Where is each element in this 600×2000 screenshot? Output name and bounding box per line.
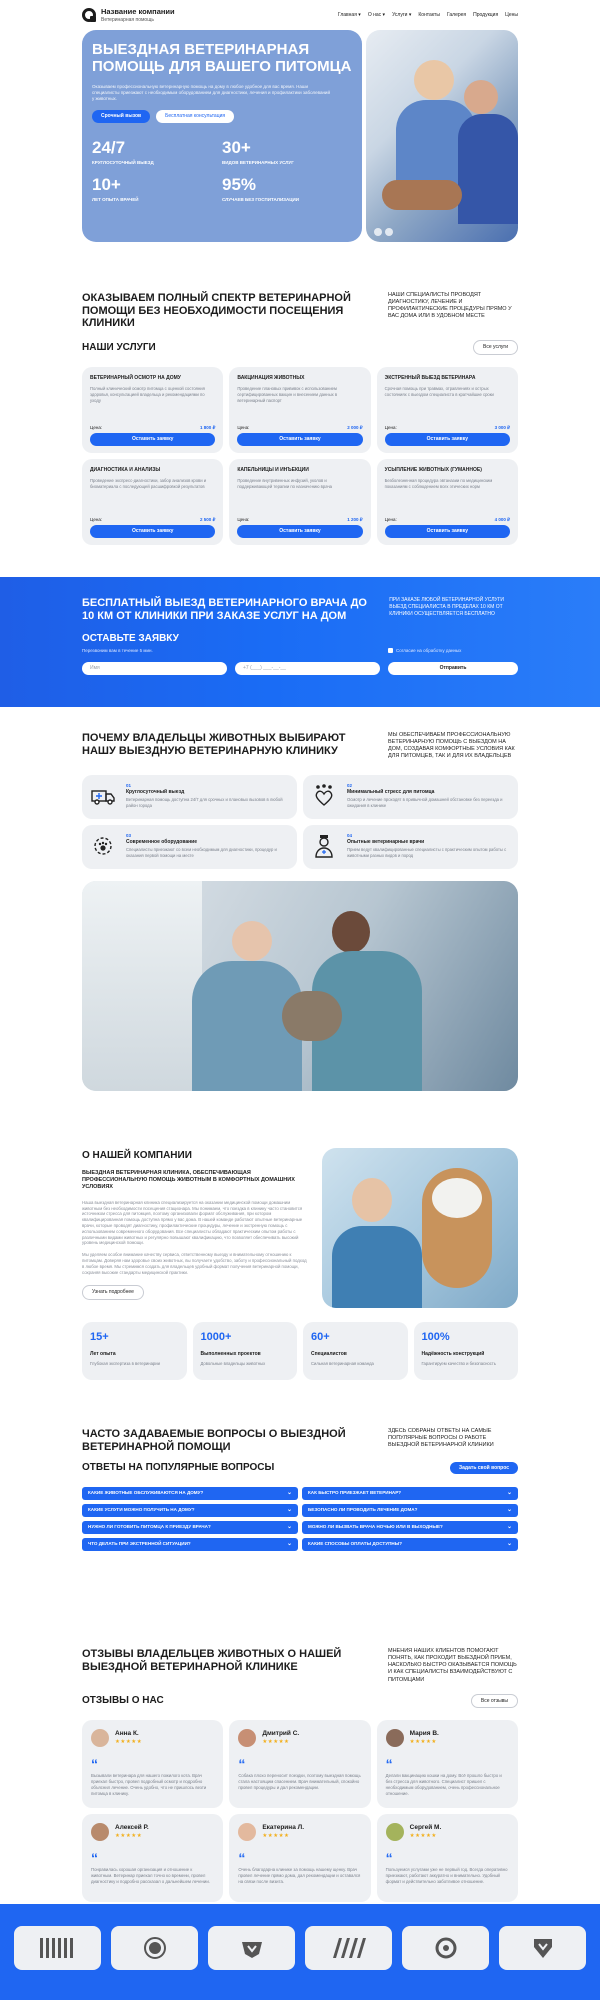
rating-stars: ★★★★★ bbox=[115, 1833, 143, 1840]
reviewer-name: Екатерина Л. bbox=[262, 1824, 305, 1832]
why-section bbox=[82, 732, 518, 1091]
faq-aside: ЗДЕСЬ СОБРАНЫ ОТВЕТЫ НА САМЫЕ ПОПУЛЯРНЫЕ ВОПРОСЫ О РАБОТЕ ВЫЕЗДНОЙ ВЕТЕРИНАРНОЙ КЛИНИКИ bbox=[388, 1428, 494, 1449]
kpi-desc: Глубокая экспертиза в ветеринарии bbox=[90, 1360, 160, 1366]
rating-stars: ★★★★★ bbox=[115, 1739, 143, 1746]
faq-item[interactable] bbox=[302, 1504, 518, 1517]
service-card bbox=[229, 459, 370, 545]
reviews-grid bbox=[82, 1720, 518, 1902]
partners-footer bbox=[0, 1904, 600, 2000]
submit-button[interactable]: Отправить bbox=[388, 662, 518, 675]
service-card bbox=[229, 367, 370, 453]
faq-item[interactable] bbox=[302, 1538, 518, 1551]
doctor-icon bbox=[311, 833, 337, 859]
faq-item[interactable] bbox=[82, 1538, 298, 1551]
avatar bbox=[386, 1729, 404, 1747]
about-kpis bbox=[82, 1322, 518, 1380]
free-consultation-button[interactable]: Бесплатная консультация bbox=[156, 110, 234, 123]
why-number: 03 bbox=[126, 832, 132, 838]
reviewer-name: Алексей Р. bbox=[115, 1824, 149, 1832]
chevron-down-icon: ⌄ bbox=[286, 1541, 292, 1548]
faq-item[interactable] bbox=[302, 1521, 518, 1534]
reviews-section bbox=[82, 1648, 518, 1902]
avatar bbox=[238, 1823, 256, 1841]
main-nav bbox=[338, 12, 518, 19]
why-item-desc: Специалисты приезжают со всем необходимым для диагностики, процедур и оказания первой помощи на месте bbox=[126, 847, 277, 859]
reviewer-name: Дмитрий С. bbox=[262, 1730, 300, 1738]
faq-question: БЕЗОПАСНО ЛИ ПРОВОДИТЬ ЛЕЧЕНИЕ ДОМА? bbox=[308, 1507, 418, 1513]
chevron-down-icon: ⌄ bbox=[286, 1507, 292, 1514]
faq-item[interactable] bbox=[82, 1487, 298, 1500]
stat-label: ЛЕТ ОПЫТА ВРАЧЕЙ bbox=[92, 196, 139, 202]
order-button[interactable]: Оставить заявку bbox=[385, 525, 510, 538]
kpi-number: 1000+ bbox=[200, 1331, 232, 1343]
kpi-card bbox=[82, 1322, 187, 1380]
faq-question: КАКИЕ ЖИВОТНЫЕ ОБСЛУЖИВАЮТСЯ НА ДОМУ? bbox=[88, 1490, 204, 1496]
site-header bbox=[82, 0, 518, 30]
faq-question: КАКИЕ УСЛУГИ МОЖНО ПОЛУЧИТЬ НА ДОМУ? bbox=[88, 1507, 195, 1513]
stat-item bbox=[222, 174, 352, 203]
kpi-number: 100% bbox=[421, 1331, 450, 1343]
price-label: Цена: bbox=[384, 516, 397, 522]
faq-section bbox=[82, 1428, 518, 1551]
rating-stars: ★★★★★ bbox=[262, 1739, 290, 1746]
slider-prev-button[interactable] bbox=[374, 228, 382, 236]
review-card bbox=[377, 1720, 518, 1808]
kpi-card bbox=[193, 1322, 298, 1380]
all-reviews-button[interactable]: Все отзывы bbox=[471, 1694, 518, 1709]
why-number: 04 bbox=[347, 832, 353, 838]
faq-question: КАКИЕ СПОСОБЫ ОПЛАТЫ ДОСТУПНЫ? bbox=[308, 1541, 403, 1547]
quote-icon: “ bbox=[385, 1756, 393, 1773]
price-label: Цена: bbox=[237, 516, 250, 522]
quote-icon: “ bbox=[238, 1850, 246, 1867]
faq-question: МОЖНО ЛИ ВЫЗВАТЬ ВРАЧА НОЧЬЮ ИЛИ В ВЫХОДНЫЕ? bbox=[308, 1524, 443, 1530]
reviewer-name: Сергей М. bbox=[409, 1824, 442, 1832]
rating-stars: ★★★★★ bbox=[409, 1739, 437, 1746]
faq-subtitle: ОТВЕТЫ НА ПОПУЛЯРНЫЕ ВОПРОСЫ bbox=[82, 1462, 275, 1474]
stat-item bbox=[92, 137, 222, 166]
quote-icon: “ bbox=[238, 1756, 246, 1773]
reviews-aside: МНЕНИЯ НАШИХ КЛИЕНТОВ ПОМОГАЮТ ПОНЯТЬ, КАК ПРОХОДИТ ВЫЕЗДНОЙ ПРИЕМ, НАСКОЛЬКО БЫСТРО ОКАЗЫВАЕТСЯ ПОМОЩЬ И КАК СПЕЦИАЛИСТЫ ВЗАИМОДЕЙСТВУЮТ С ПИТОМЦАМИ bbox=[388, 1648, 517, 1683]
service-desc: Проведение внутривенных инфузий, уколов и поддерживающей терапии по назначению врача bbox=[237, 478, 332, 490]
all-services-button[interactable]: Все услуги bbox=[473, 340, 518, 355]
clinic-photo bbox=[82, 881, 518, 1091]
chevron-down-icon: ⌄ bbox=[506, 1507, 512, 1514]
nav-prices[interactable]: Цены bbox=[505, 11, 518, 18]
rating-stars: ★★★★★ bbox=[262, 1833, 290, 1840]
consent-checkbox[interactable] bbox=[388, 648, 393, 653]
faq-item[interactable] bbox=[82, 1504, 298, 1517]
logo[interactable] bbox=[82, 7, 175, 24]
about-paragraph-2: Мы уделяем особое внимание качеству сервиса, ответственному выезду и внимательному отношению к питомцам. Доверяя нам здоровье своих животных, вы получаете удобство, заботу и профессиональный подход в любое время. Мы стремимся создать для владельцев удобный формат получения ветеринарной помощи, сохраняя высокие стандарты медицинской практики. bbox=[82, 1252, 307, 1275]
service-desc: Срочная помощь при травмах, отравлениях и острых состояниях с выездом специалиста в кратчайшие сроки bbox=[384, 386, 494, 398]
chevron-down-icon: ⌄ bbox=[286, 1524, 292, 1531]
why-card bbox=[303, 775, 518, 819]
consent-label: Согласие на обработку данных bbox=[396, 647, 462, 653]
order-button[interactable]: Оставить заявку bbox=[90, 433, 215, 446]
hero-photo bbox=[366, 30, 518, 242]
kpi-card bbox=[414, 1322, 519, 1380]
quote-icon: “ bbox=[91, 1850, 98, 1867]
review-card bbox=[229, 1720, 370, 1808]
price-label: Цена: bbox=[90, 516, 103, 522]
service-desc: Проведение плановых прививок с использованием сертифицированных вакцин и внесением данных в ветеринарный паспорт bbox=[237, 386, 338, 403]
learn-more-button[interactable]: Узнать подробнее bbox=[82, 1285, 144, 1300]
order-button[interactable]: Оставить заявку bbox=[385, 433, 510, 446]
company-subtitle: Ветеринарная помощь bbox=[101, 16, 154, 23]
why-card bbox=[82, 775, 297, 819]
about-photo bbox=[322, 1148, 518, 1308]
gear-paw-icon bbox=[90, 833, 116, 859]
hero-section bbox=[82, 30, 518, 242]
review-card bbox=[82, 1814, 223, 1902]
review-text: Делали вакцинацию кошки на дому. Всё прошло быстро и без стресса для животного. Специалист пришел с необходимым оборудованием, очень профессиональное отношение. bbox=[385, 1773, 502, 1796]
stat-label: ВИДОВ ВЕТЕРИНАРНЫХ УСЛУГ bbox=[222, 159, 294, 165]
kpi-card bbox=[303, 1322, 408, 1380]
why-aside: МЫ ОБЕСПЕЧИВАЕМ ПРОФЕССИОНАЛЬНУЮ ВЕТЕРИНАРНУЮ ПОМОЩЬ С ВЫЕЗДОМ НА ДОМ, СОЗДАВАЯ КОМФОРТНЫЕ УСЛОВИЯ КАК ДЛЯ ПИТОМЦЕВ, ТАК И ДЛЯ ИХ ВЛАДЕЛЬЦЕВ bbox=[388, 732, 515, 760]
service-title: ЭКСТРЕННЫЙ ВЫЕЗД ВЕТЕРИНАРА bbox=[384, 374, 476, 381]
service-title: ВАКЦИНАЦИЯ ЖИВОТНЫХ bbox=[237, 374, 305, 381]
logo-icon bbox=[82, 8, 96, 22]
service-desc: Проведение экспресс-диагностики, забор анализов крови и биоматериала с последующей расшифровкой результатов bbox=[90, 478, 207, 490]
free-visit-title: БЕСПЛАТНЫЙ ВЫЕЗД ВЕТЕРИНАРНОГО ВРАЧА ДО 10 КМ ОТ КЛИНИКИ ПРИ ЗАКАЗЕ УСЛУГ НА ДОМ bbox=[82, 597, 367, 622]
chevron-down-icon: ⌄ bbox=[506, 1524, 512, 1531]
ambulance-icon bbox=[90, 783, 116, 809]
reviews-subtitle: ОТЗЫВЫ О НАС bbox=[82, 1695, 164, 1707]
nav-products[interactable]: Продукция bbox=[473, 11, 499, 18]
service-title: ВЕТЕРИНАРНЫЙ ОСМОТР НА ДОМУ bbox=[90, 374, 181, 381]
about-paragraph-1: Наша выездная ветеринарная клиника специализируется на оказании медицинской помощи домашним животным без необходимости посещения стационара. Мы понимаем, что поездка в клинику часто становится источником стресса для питомцев, поэтому организовали формат обслуживания, при котором квалифицированная помощь доступна прямо у вас дома. В нашей команде работают опытные ветеринарные врачи, которые проводят диагностику, профилактические процедуры, лечение и экстренную помощь с использованием современного оборудования. Все специалисты обладают практическим опытом работы с различными видами животных и регулярно повышают квалификацию, что позволяет обеспечивать высокий уровень медицинской помощи. bbox=[82, 1199, 303, 1246]
why-card bbox=[82, 825, 297, 869]
faq-item[interactable] bbox=[302, 1487, 518, 1500]
why-item-title: Круглосуточный выезд bbox=[126, 788, 185, 795]
hero-text: Оказываем профессиональную ветеринарную помощь на дому в любое удобное для вас время. Наши специалисты приезжают с необходимым оборудованием для диагностики, лечения и профилактики заболеваний у животных. bbox=[92, 83, 330, 101]
why-item-title: Минимальный стресс для питомца bbox=[347, 788, 435, 795]
hero-card bbox=[82, 30, 362, 242]
why-grid bbox=[82, 775, 518, 869]
why-item-desc: Прием ведут квалифицированные специалисты с практическим опытом работы с животными разных видов и пород bbox=[347, 847, 507, 859]
review-text: Собака плохо переносит поездки, поэтому выездная помощь стала настоящим спасением. Врач внимательный, спокойно провел процедуры и дал рекомендации. bbox=[238, 1773, 361, 1791]
request-form bbox=[82, 662, 518, 675]
review-card bbox=[229, 1814, 370, 1902]
why-card bbox=[303, 825, 518, 869]
name-input[interactable]: Имя bbox=[82, 662, 227, 675]
service-card bbox=[82, 367, 223, 453]
partner-logos bbox=[14, 1926, 586, 1970]
service-price: 2 000 ₽ bbox=[347, 424, 363, 430]
why-number: 02 bbox=[347, 782, 353, 788]
kpi-number: 60+ bbox=[311, 1331, 330, 1343]
pentagon-logo-icon bbox=[208, 1926, 295, 1970]
form-hint: Перезвоним вам в течение 5 мин. bbox=[82, 647, 153, 653]
chevron-down-icon: ⌄ bbox=[506, 1490, 512, 1497]
reviewer-name: Мария В. bbox=[409, 1730, 439, 1738]
services-section bbox=[82, 292, 518, 545]
free-visit-aside: ПРИ ЗАКАЗЕ ЛЮБОЙ ВЕТЕРИНАРНОЙ УСЛУГИ ВЫЕЗД СПЕЦИАЛИСТА В ПРЕДЕЛАХ 10 КМ ОТ КЛИНИКИ ОСУЩЕСТВЛЯЕТСЯ БЕСПЛАТНО bbox=[389, 597, 504, 617]
chevron-down-icon: ⌄ bbox=[506, 1541, 512, 1548]
order-button[interactable]: Оставить заявку bbox=[237, 525, 362, 538]
service-card bbox=[82, 459, 223, 545]
review-text: Понравилась хорошая организация и отношение к животным. Ветеринар приехал точно ко времени, провел диагностику и подробно рассказал о дальнейшем лечении. bbox=[91, 1867, 210, 1885]
services-title: ОКАЗЫВАЕМ ПОЛНЫЙ СПЕКТР ВЕТЕРИНАРНОЙ ПОМОЩИ БЕЗ НЕОБХОДИМОСТИ ПОСЕЩЕНИЯ КЛИНИКИ bbox=[82, 292, 351, 330]
stat-label: КРУГЛОСУТОЧНЫЙ ВЫЕЗД bbox=[92, 159, 154, 165]
stat-item bbox=[92, 174, 222, 203]
service-title: ДИАГНОСТИКА И АНАЛИЗЫ bbox=[90, 466, 161, 473]
price-label: Цена: bbox=[90, 424, 103, 430]
phone-input[interactable]: +7 (___) ___-__-__ bbox=[235, 662, 380, 675]
quote-icon: “ bbox=[91, 1756, 98, 1773]
service-price: 3 000 ₽ bbox=[494, 424, 510, 430]
about-title: О НАШЕЙ КОМПАНИИ bbox=[82, 1150, 192, 1161]
kpi-title: Лет опыта bbox=[90, 1350, 116, 1357]
review-card bbox=[377, 1814, 518, 1902]
rating-stars: ★★★★★ bbox=[409, 1833, 437, 1840]
company-name: Название компании bbox=[101, 6, 175, 16]
price-label: Цена: bbox=[237, 424, 250, 430]
faq-title: ЧАСТО ЗАДАВАЕМЫЕ ВОПРОСЫ О ВЫЕЗДНОЙ ВЕТЕРИНАРНОЙ ПОМОЩИ bbox=[82, 1428, 346, 1453]
reviews-title: ОТЗЫВЫ ВЛАДЕЛЬЦЕВ ЖИВОТНЫХ О НАШЕЙ ВЫЕЗДНОЙ ВЕТЕРИНАРНОЙ КЛИНИКЕ bbox=[82, 1648, 342, 1673]
service-price: 2 500 ₽ bbox=[199, 516, 216, 522]
hero-stats bbox=[92, 137, 352, 203]
stat-number: 24/7 bbox=[92, 137, 126, 157]
service-card bbox=[377, 367, 518, 453]
faq-question: НУЖНО ЛИ ГОТОВИТЬ ПИТОМЦА К ПРИЕЗДУ ВРАЧА? bbox=[88, 1524, 211, 1530]
slider-controls bbox=[374, 228, 393, 236]
faq-item[interactable] bbox=[82, 1521, 298, 1534]
nav-contacts[interactable]: Контакты bbox=[418, 11, 440, 18]
nav-home[interactable]: Главная ▾ bbox=[337, 11, 361, 18]
stripes-logo-icon bbox=[305, 1926, 392, 1970]
kpi-title: Специалистов bbox=[311, 1350, 347, 1357]
kpi-number: 15+ bbox=[90, 1331, 109, 1343]
circle-logo-icon bbox=[111, 1926, 198, 1970]
about-lead: ВЫЕЗДНАЯ ВЕТЕРИНАРНАЯ КЛИНИКА, ОБЕСПЕЧИВАЮЩАЯ ПРОФЕССИОНАЛЬНУЮ ПОМОЩЬ ЖИВОТНЫМ В КОМФОРТНЫХ ДОМАШНИХ УСЛОВИЯХ bbox=[82, 1169, 295, 1191]
nav-services[interactable]: Услуги ▾ bbox=[392, 11, 412, 18]
order-button[interactable]: Оставить заявку bbox=[90, 525, 215, 538]
service-desc: Безболезненная процедура эвтаназии по медицинским показаниям с соблюдением всех этических норм bbox=[384, 478, 493, 490]
quote-icon: “ bbox=[385, 1850, 393, 1867]
hero-title: ВЫЕЗДНАЯ ВЕТЕРИНАРНАЯ ПОМОЩЬ ДЛЯ ВАШЕГО ПИТОМЦА bbox=[92, 41, 352, 75]
review-text: Пользуемся услугами уже не первый год. Всегда оперативно приезжают, работают аккуратно и внимательно. Удобный формат и действительно заботливое отношение. bbox=[385, 1867, 508, 1885]
faq-question: КАК БЫСТРО ПРИЕЗЖАЕТ ВЕТЕРИНАР? bbox=[308, 1490, 402, 1496]
services-aside: НАШИ СПЕЦИАЛИСТЫ ПРОВОДЯТ ДИАГНОСТИКУ, ЛЕЧЕНИЕ И ПРОФИЛАКТИЧЕСКИЕ ПРОЦЕДУРЫ ПРЯМО У ВАС ДОМА ИЛИ В УДОБНОМ МЕСТЕ bbox=[388, 292, 512, 320]
service-price: 1 200 ₽ bbox=[347, 516, 363, 522]
chevron-down-icon: ⌄ bbox=[286, 1490, 292, 1497]
service-price: 1 800 ₽ bbox=[199, 424, 216, 430]
stat-number: 30+ bbox=[222, 137, 251, 157]
stat-item bbox=[222, 137, 352, 166]
faq-question: ЧТО ДЕЛАТЬ ПРИ ЭКСТРЕННОЙ СИТУАЦИИ? bbox=[88, 1541, 191, 1547]
order-button[interactable]: Оставить заявку bbox=[237, 433, 362, 446]
service-title: УСЫПЛЕНИЕ ЖИВОТНЫХ (ГУМАННОЕ) bbox=[384, 466, 482, 473]
price-label: Цена: bbox=[384, 424, 397, 430]
stat-label: СЛУЧАЕВ БЕЗ ГОСПИТАЛИЗАЦИИ bbox=[222, 196, 300, 202]
kpi-desc: Довольные владельцы животных bbox=[200, 1360, 266, 1366]
service-desc: Полный клинический осмотр питомца с оценкой состояния здоровья, консультацией владельца и рекомендациями по уходу bbox=[90, 386, 205, 403]
service-card bbox=[377, 459, 518, 545]
service-title: КАПЕЛЬНИЦЫ И ИНЪЕКЦИИ bbox=[237, 466, 309, 473]
avatar bbox=[238, 1729, 256, 1747]
paw-heart-icon bbox=[311, 783, 337, 809]
services-grid bbox=[82, 367, 518, 545]
review-card bbox=[82, 1720, 223, 1808]
slider-next-button[interactable] bbox=[385, 228, 393, 236]
ask-question-button[interactable]: Задать свой вопрос bbox=[450, 1462, 518, 1475]
reviewer-name: Анна К. bbox=[115, 1730, 139, 1738]
nav-about[interactable]: О нас ▾ bbox=[367, 11, 386, 18]
stat-number: 95% bbox=[222, 174, 257, 194]
faq-list bbox=[82, 1487, 518, 1551]
why-item-desc: Ветеринарная помощь доступна 24/7 для срочных и плановых вызовов в любой район города bbox=[126, 797, 283, 809]
kpi-title: Выполненных проектов bbox=[200, 1350, 261, 1357]
barcode-logo-icon bbox=[14, 1926, 101, 1970]
urgent-call-button[interactable]: Срочный вызов bbox=[92, 110, 150, 123]
kpi-title: Надёжность конструкций bbox=[421, 1350, 485, 1357]
why-item-title: Опытные ветеринарные врачи bbox=[347, 838, 425, 845]
why-item-desc: Осмотр и лечение проходят в привычной домашней обстановке без переезда и ожидания в клинике bbox=[347, 797, 503, 809]
kpi-desc: Сильная ветеринарная команда bbox=[311, 1360, 374, 1366]
why-number: 01 bbox=[126, 782, 132, 788]
ring-logo-icon bbox=[402, 1926, 489, 1970]
review-text: Вызывали ветеринара для нашего пожилого кота. Врач приехал быстро, провел подробный осмотр и подробно объяснил лечение. Очень удобно, что не пришлось везти питомца в клинику. bbox=[91, 1773, 207, 1796]
services-subtitle: НАШИ УСЛУГИ bbox=[82, 341, 156, 353]
avatar bbox=[91, 1729, 109, 1747]
kpi-desc: Гарантируем качество и безопасность bbox=[421, 1360, 496, 1366]
nav-gallery[interactable]: Галерея bbox=[446, 11, 467, 18]
why-title: ПОЧЕМУ ВЛАДЕЛЬЦЫ ЖИВОТНЫХ ВЫБИРАЮТ НАШУ ВЫЕЗДНУЮ ВЕТЕРИНАРНУЮ КЛИНИКУ bbox=[82, 732, 346, 757]
about-section bbox=[82, 1148, 518, 1380]
stat-number: 10+ bbox=[92, 174, 121, 194]
free-visit-section bbox=[0, 577, 600, 707]
avatar bbox=[386, 1823, 404, 1841]
service-price: 4 000 ₽ bbox=[494, 516, 510, 522]
form-title: ОСТАВЬТЕ ЗАЯВКУ bbox=[82, 633, 179, 645]
shield-logo-icon bbox=[499, 1926, 586, 1970]
why-item-title: Современное оборудование bbox=[126, 838, 197, 845]
avatar bbox=[91, 1823, 109, 1841]
review-text: Очень благодарна клинике за помощь нашему щенку. Врач провел лечение прямо дома, дал рекомендации и оставался на связи после визита. bbox=[238, 1867, 361, 1885]
